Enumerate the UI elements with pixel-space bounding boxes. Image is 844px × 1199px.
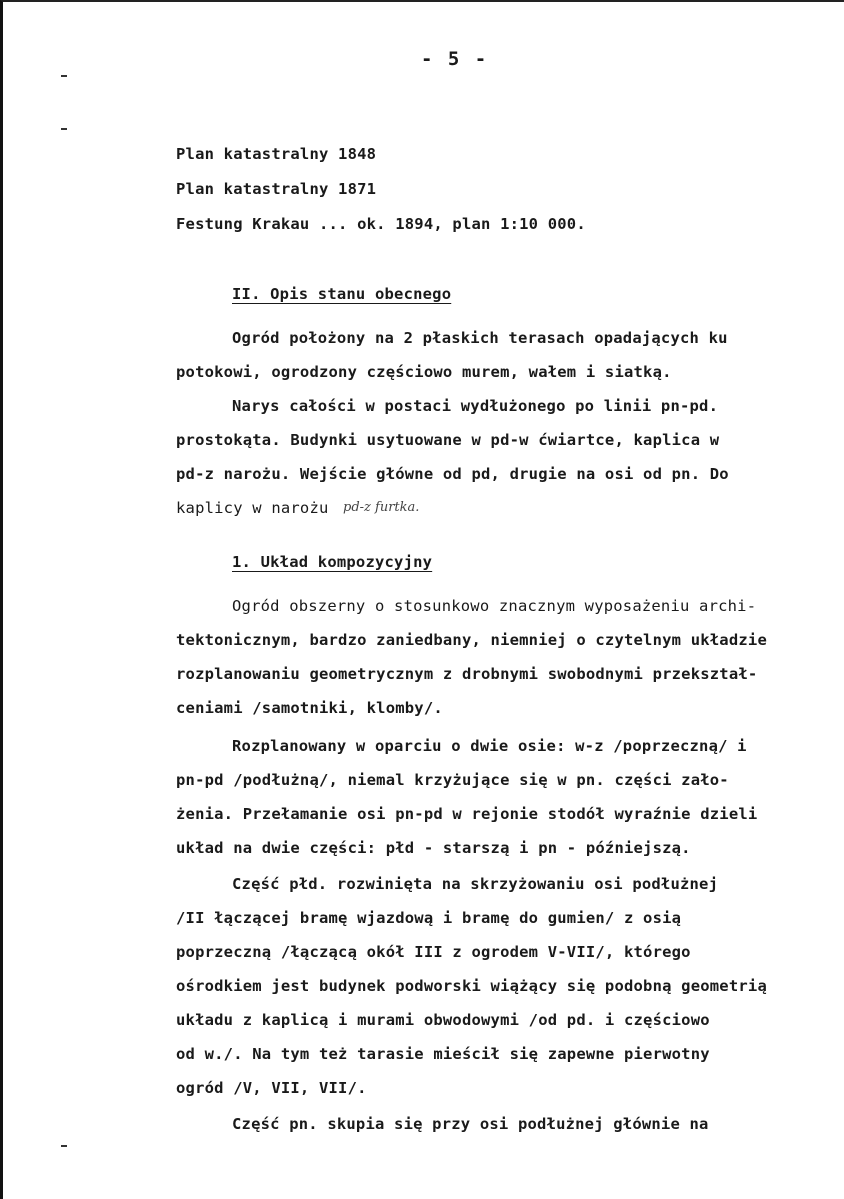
paragraph-line: tektonicznym, bardzo zaniedbany, niemniej o czytelnym układzie xyxy=(176,631,767,649)
paragraph-line: kaplicy w narożu xyxy=(176,499,329,517)
paragraph-line: od w./. Na tym też tarasie mieścił się zapewne pierwotny xyxy=(176,1045,710,1063)
paragraph-line: ośrodkiem jest budynek podworski wiążący się podobną geometrią xyxy=(176,977,767,995)
margin-mark xyxy=(61,128,67,130)
handwritten-annotation: pd-z furtka. xyxy=(343,500,420,515)
paragraph-line: Narys całości w postaci wydłużonego po linii pn-pd. xyxy=(232,397,719,415)
source-line: Plan katastralny 1848 xyxy=(176,145,377,163)
page-number: - 5 - xyxy=(421,48,489,70)
section-heading: II. Opis stanu obecnego xyxy=(232,285,452,303)
paragraph-line: Część pn. skupia się przy osi podłużnej głównie na xyxy=(232,1115,709,1133)
paragraph-line: Ogród położony na 2 płaskich terasach opadających ku xyxy=(232,329,728,347)
paragraph-line: potokowi, ogrodzony częściowo murem, wałem i siatką. xyxy=(176,363,672,381)
subsection-heading: 1. Układ kompozycyjny xyxy=(232,553,433,571)
paragraph-line: ogród /V, VII, VII/. xyxy=(176,1079,367,1097)
margin-mark xyxy=(61,1145,67,1147)
paragraph-line: prostokąta. Budynki usytuowane w pd-w ćwiartce, kaplica w xyxy=(176,431,720,449)
paragraph-line: Część płd. rozwinięta na skrzyżowaniu osi podłużnej xyxy=(232,875,719,893)
source-line: Plan katastralny 1871 xyxy=(176,180,377,198)
paragraph-line: Rozplanowany w oparciu o dwie osie: w-z /poprzeczną/ i xyxy=(232,737,747,755)
paragraph-line: pd-z narożu. Wejście główne od pd, drugie na osi od pn. Do xyxy=(176,465,729,483)
paragraph-line: /II łączącej bramę wjazdową i bramę do gumien/ z osią xyxy=(176,909,682,927)
margin-mark xyxy=(61,75,67,77)
paragraph-line: poprzeczną /łączącą okół III z ogrodem V-VII/, którego xyxy=(176,943,691,961)
source-line: Festung Krakau ... ok. 1894, plan 1:10 000. xyxy=(176,215,586,233)
paragraph-line: rozplanowaniu geometrycznym z drobnymi swobodnymi przekształ- xyxy=(176,665,758,683)
paragraph-line: układ na dwie części: płd - starszą i pn - późniejszą. xyxy=(176,839,691,857)
paragraph-line: pn-pd /podłużną/, niemal krzyżujące się w pn. części zało- xyxy=(176,771,729,789)
paragraph-line: ceniami /samotniki, klomby/. xyxy=(176,699,443,717)
paragraph-line: żenia. Przełamanie osi pn-pd w rejonie stodół wyraźnie dzieli xyxy=(176,805,758,823)
paragraph-line: układu z kaplicą i murami obwodowymi /od pd. i częściowo xyxy=(176,1011,710,1029)
paragraph-line: Ogród obszerny o stosunkowo znacznym wyposażeniu archi- xyxy=(232,597,757,615)
